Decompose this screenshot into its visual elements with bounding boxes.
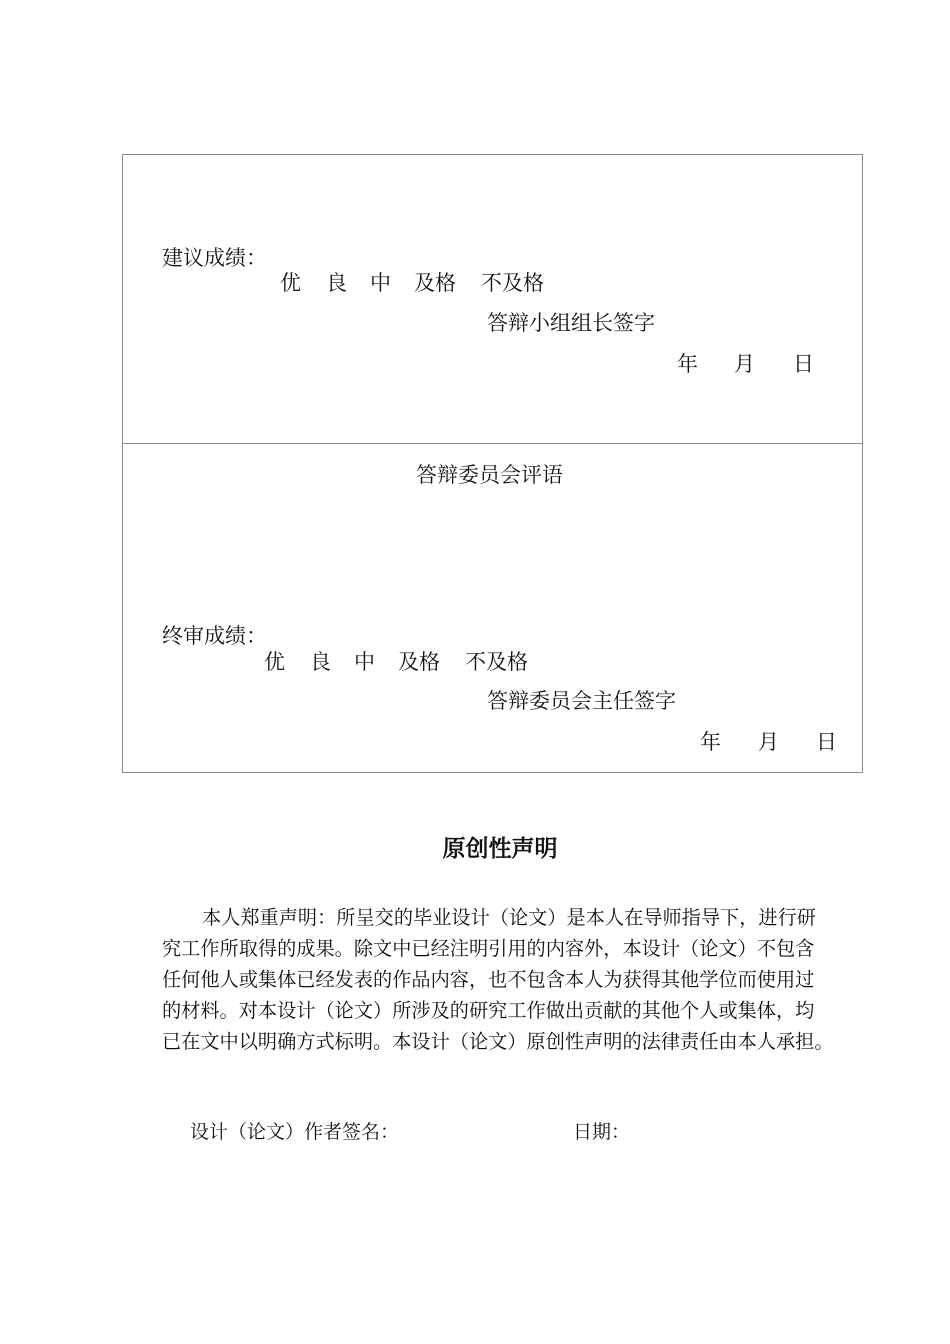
final-grade-option-pass: 及格: [398, 650, 440, 674]
signature-date-label: 日期：: [573, 1121, 631, 1143]
suggested-grade-label: 建议成绩：: [162, 246, 267, 270]
suggested-grade-option-good: 良: [326, 271, 347, 295]
suggested-date-year: 年: [677, 352, 698, 376]
suggested-grade-option-excellent: 优: [280, 271, 301, 295]
final-date-year: 年: [700, 730, 721, 754]
statement-line: 本人郑重声明：所呈交的毕业设计（论文）是本人在导师指导下，进行研: [202, 906, 816, 929]
group-leader-signature-label: 答辩小组组长签字: [487, 311, 655, 335]
final-grade-label: 终审成绩：: [162, 624, 267, 648]
suggested-grade-option-medium: 中: [370, 271, 391, 295]
final-date-month: 月: [758, 730, 779, 754]
suggested-grade-option-pass: 及格: [414, 271, 456, 295]
final-grade-option-fail: 不及格: [465, 650, 528, 674]
suggested-date-day: 日: [793, 352, 814, 376]
final-grade-option-medium: 中: [354, 650, 375, 674]
suggested-date-month: 月: [734, 352, 755, 376]
statement-line: 的材料。对本设计（论文）所涉及的研究工作做出贡献的其他个人或集体，均: [162, 999, 815, 1022]
committee-chair-signature-label: 答辩委员会主任签字: [487, 689, 676, 713]
originality-statement-title: 原创性声明: [442, 836, 558, 862]
statement-line: 究工作所取得的成果。除文中已经注明引用的内容外，本设计（论文）不包含: [162, 937, 815, 960]
suggested-grade-section: [122, 154, 863, 444]
suggested-grade-option-fail: 不及格: [481, 271, 544, 295]
author-signature-label: 设计（论文）作者签名：: [190, 1121, 400, 1143]
committee-comment-section: [122, 443, 863, 773]
final-date-day: 日: [816, 730, 837, 754]
statement-line: 任何他人或集体已经发表的作品内容，也不包含本人为获得其他学位而使用过: [162, 968, 815, 991]
final-grade-option-excellent: 优: [264, 650, 285, 674]
statement-line: 已在文中以明确方式标明。本设计（论文）原创性声明的法律责任由本人承担。: [162, 1030, 834, 1053]
committee-comment-heading: 答辩委员会评语: [416, 463, 563, 487]
originality-statement-body: [162, 902, 842, 1057]
final-grade-option-good: 良: [310, 650, 331, 674]
